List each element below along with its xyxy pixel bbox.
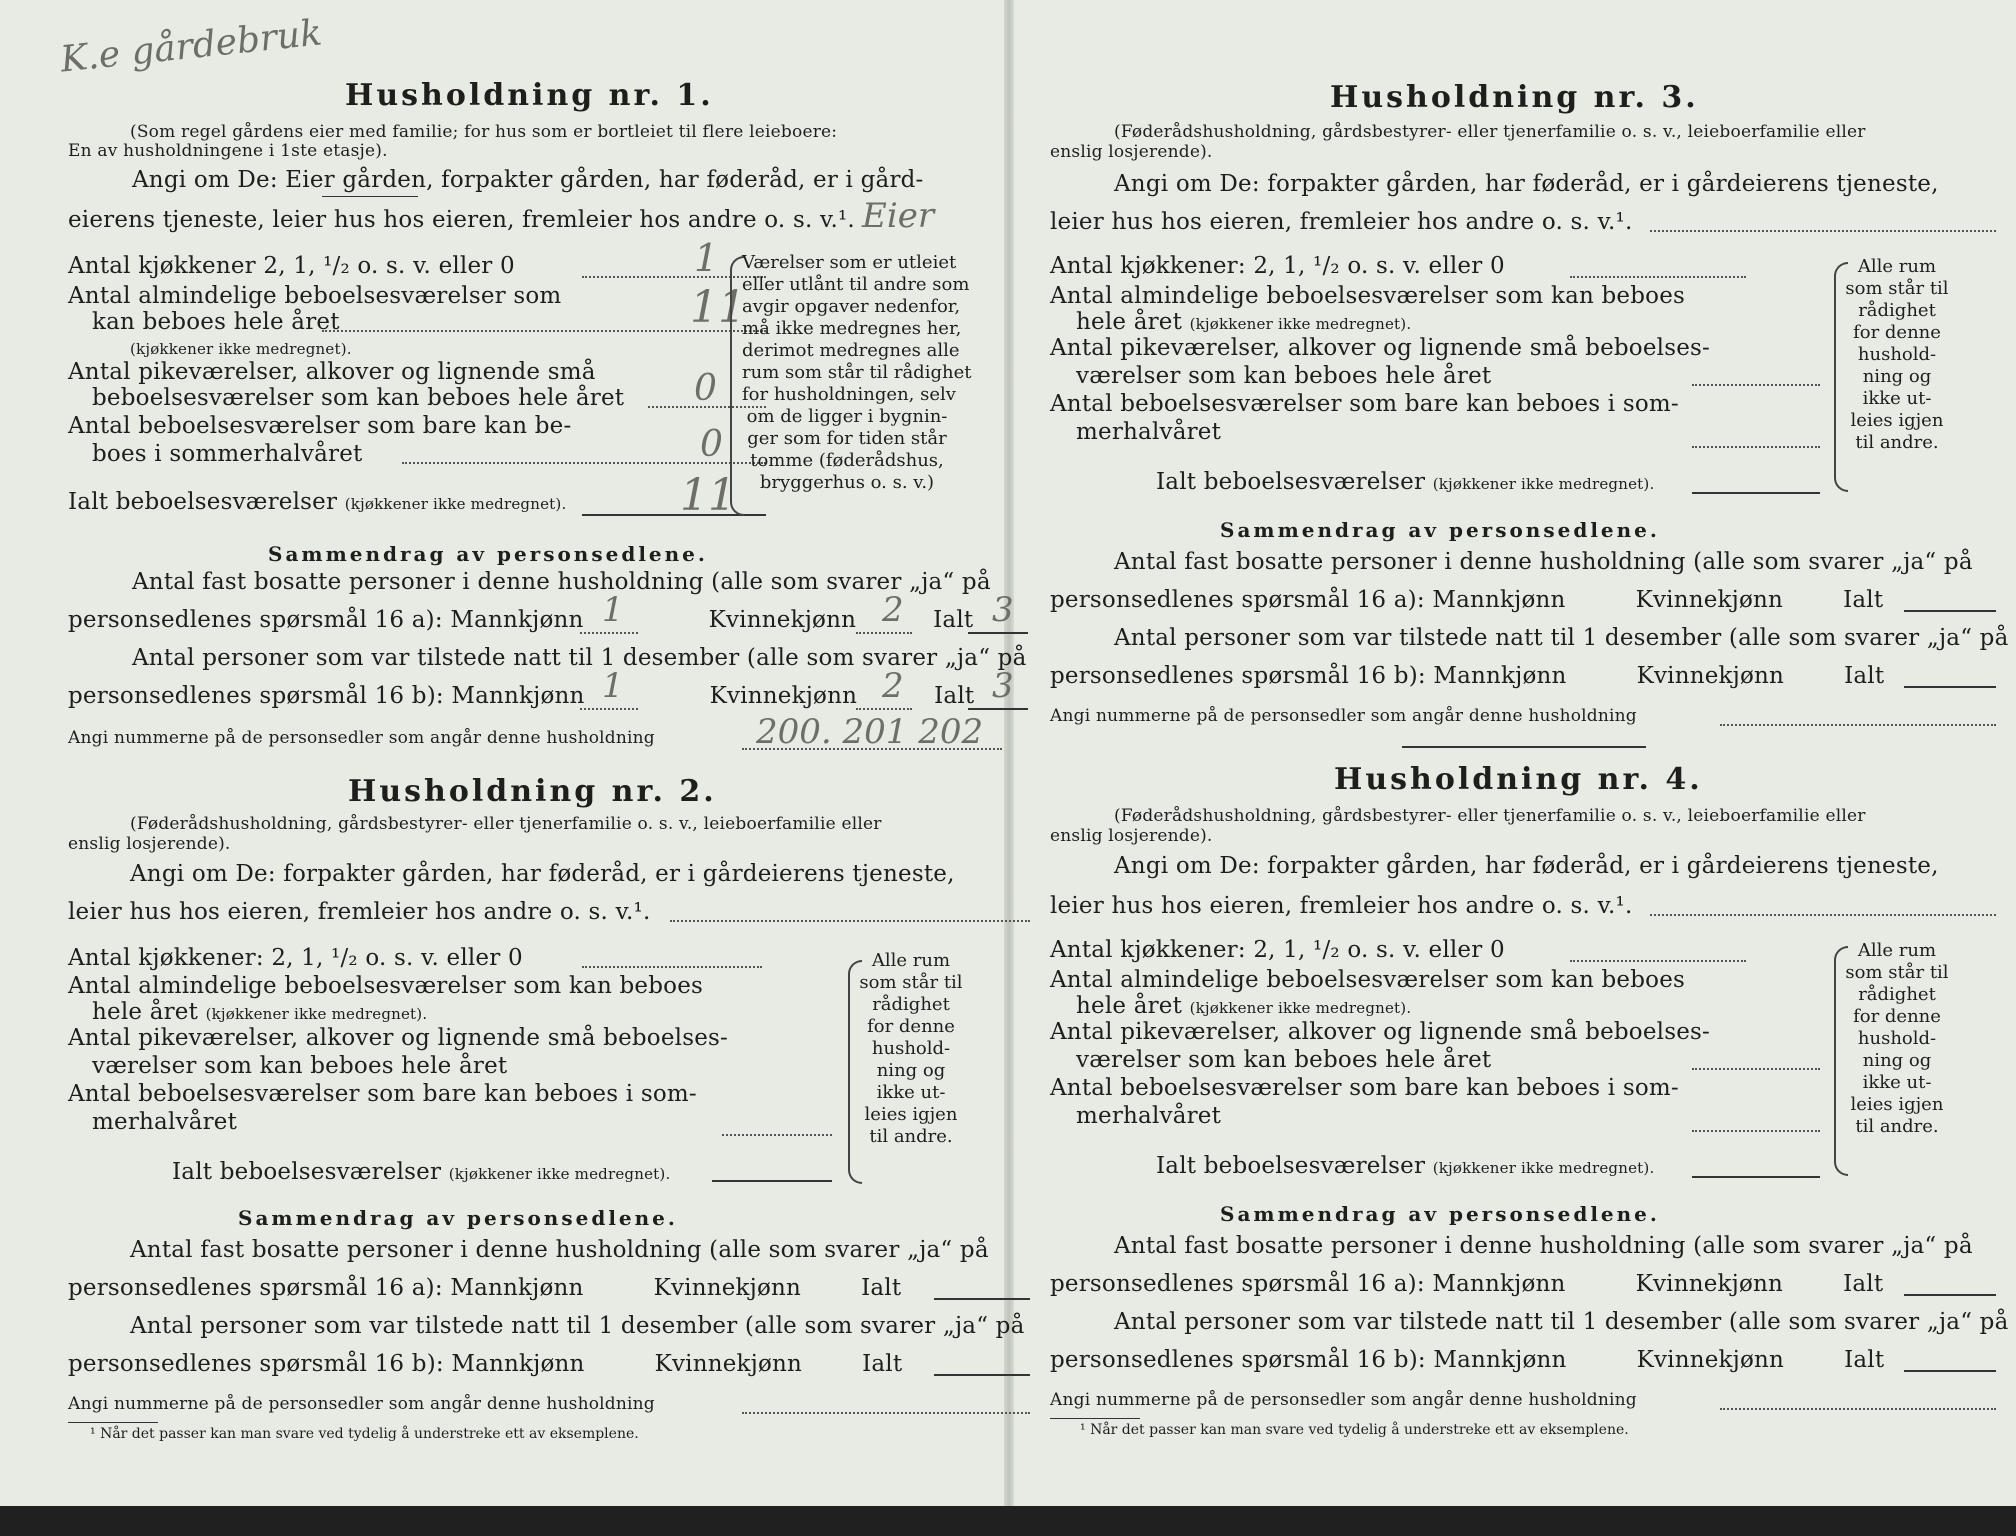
h3-side-note — [1842, 256, 1952, 454]
side-note-line: leies igjen — [1850, 1094, 1944, 1115]
side-note-line: rådighet — [1858, 984, 1936, 1005]
h1-a-total-line — [968, 632, 1028, 634]
h4-rooms-label-1: Antal almindelige beboelsesværelser som kan beboes — [1050, 967, 1686, 993]
side-note-line: hushold- — [1857, 1028, 1937, 1049]
side-note-line: leies igjen — [864, 1104, 958, 1125]
household-4-note-2: enslig losjerende). — [1050, 826, 1213, 846]
h3-kitchens-dots — [1570, 276, 1746, 278]
h2-a-total-line — [934, 1298, 1030, 1300]
h4-kitchens-label: Antal kjøkkener: 2, 1, ¹/₂ o. s. v. eller 0 — [1050, 937, 1505, 963]
household-2-angi-1: Angi om De: forpakter gården, har føderåd, er i gårdeierens tjeneste, — [130, 861, 955, 887]
h1-rooms-value: 11 — [690, 282, 746, 333]
side-note-line: Alle rum — [871, 950, 951, 971]
h1-summer-label-1: Antal beboelsesværelser som bare kan be- — [68, 413, 572, 439]
h3-small-label-2: værelser som kan beboes hele året — [1076, 363, 1492, 389]
side-note-line: avgir opgaver nedenfor, — [742, 296, 961, 317]
h1-b-female-line — [856, 708, 912, 710]
h3-numbers-line — [1720, 724, 1996, 726]
page-fold — [1004, 0, 1014, 1536]
scan-edge — [0, 1506, 2016, 1536]
household-1-title: Husholdning nr. 1. — [345, 78, 714, 113]
household-2-title: Husholdning nr. 2. — [348, 774, 717, 809]
h1-total-label: Ialt beboelsesværelser (kjøkkener ikke medregnet). — [68, 489, 567, 515]
h4-b-total-line — [1904, 1370, 1996, 1372]
right-page — [1050, 0, 2009, 1500]
h4-angi-line — [1650, 914, 1996, 916]
h3-small-label-1: Antal pikeværelser, alkover og lignende små beboelses- — [1050, 335, 1711, 361]
h3-summer-label-2: merhalvåret — [1076, 419, 1222, 445]
eier-underline — [322, 196, 418, 197]
household-1-note-2: En av husholdningene i 1ste etasje). — [68, 141, 388, 161]
h1-summer-value: 0 — [700, 424, 723, 465]
h4-rooms-label-2: hele året (kjøkkener ikke medregnet). — [1076, 993, 1412, 1019]
side-note-line: derimot medregnes alle — [742, 340, 960, 361]
h4-total-label: Ialt beboelsesværelser (kjøkkener ikke medregnet). — [1156, 1153, 1655, 1179]
h2-summary-title: Sammendrag av personsedlene. — [238, 1206, 678, 1230]
h1-rooms-note: (kjøkkener ikke medregnet). — [130, 340, 352, 358]
h1-b-female-value: 2 — [882, 666, 904, 706]
side-note-line: leies igjen — [1850, 410, 1944, 431]
household-1-angi-1: Angi om De: Eier gården, forpakter gården, har føderåd, er i gård- — [132, 167, 924, 193]
h2-summary-b-2: personsedlenes spørsmål 16 b): Mannkjønn Kvinnekjønn Ialt — [68, 1351, 903, 1377]
handwritten-eier: Eier — [862, 196, 935, 236]
h1-summary-b-1: Antal personer som var tilstede natt til 1 desember (alle som svarer „ja“ på — [132, 645, 1027, 671]
h1-summary-title: Sammendrag av personsedlene. — [268, 542, 708, 566]
h3-summary-b-1: Antal personer som var tilstede natt til 1 desember (alle som svarer „ja“ på — [1114, 625, 2009, 651]
h4-summary-b-2: personsedlenes spørsmål 16 b): Mannkjønn Kvinnekjønn Ialt — [1050, 1347, 1885, 1373]
h1-summary-a-1: Antal fast bosatte personer i denne husholdning (alle som svarer „ja“ på — [132, 569, 991, 595]
h1-summary-b-2: personsedlenes spørsmål 16 b): Mannkjønn Kvinnekjønn Ialt — [68, 683, 975, 709]
h4-numbers-line — [1720, 1408, 1996, 1410]
h4-summary-a-2: personsedlenes spørsmål 16 a): Mannkjønn Kvinnekjønn Ialt — [1050, 1271, 1884, 1297]
h1-small-label-2: beboelsesværelser som kan beboes hele året — [92, 385, 625, 411]
household-1-angi-2: eierens tjeneste, leier hus hos eieren, fremleier hos andre o. s. v.¹. — [68, 207, 855, 233]
side-note-line: Alle rum — [1857, 256, 1937, 277]
h1-numbers-label: Angi nummerne på de personsedler som angår denne husholdning — [68, 728, 655, 748]
h1-kitchens-value: 1 — [694, 236, 719, 280]
h3-summer-line — [1692, 446, 1820, 448]
household-1-note-1: (Som regel gårdens eier med familie; for hus som er bortleiet til flere leieboere: — [130, 122, 838, 142]
h2-side-note — [856, 950, 966, 1148]
h1-small-value: 0 — [694, 368, 717, 409]
h3-rooms-label-1: Antal almindelige beboelsesværelser som kan beboes — [1050, 283, 1686, 309]
h1-b-male-line — [580, 708, 638, 710]
side-note-line: for denne — [1853, 1006, 1941, 1027]
side-note-line: Værelser som er utleiet — [742, 252, 957, 273]
household-2-note-1: (Føderådshusholdning, gårdsbestyrer- eller tjenerfamilie o. s. v., leieboerfamilie eller — [130, 814, 882, 834]
household-3-note-1: (Føderådshusholdning, gårdsbestyrer- eller tjenerfamilie o. s. v., leieboerfamilie eller — [1114, 122, 1866, 142]
side-note-line: ikke ut- — [1862, 388, 1932, 409]
h3-a-total-line — [1904, 610, 1996, 612]
side-note-line: ning og — [876, 1060, 946, 1081]
h3-small-line — [1692, 384, 1820, 386]
household-4-angi-1: Angi om De: forpakter gården, har føderåd, er i gårdeierens tjeneste, — [1114, 853, 1939, 879]
h2-b-total-line — [934, 1374, 1030, 1376]
h2-footnote-rule — [68, 1422, 158, 1423]
h1-b-total-value: 3 — [992, 666, 1014, 706]
household-3-angi-1: Angi om De: forpakter gården, har føderåd, er i gårdeierens tjeneste, — [1114, 171, 1939, 197]
h3-angi-line — [1650, 230, 1996, 232]
side-note-line: ikke ut- — [876, 1082, 946, 1103]
h4-numbers-label: Angi nummerne på de personsedler som angår denne husholdning — [1050, 1390, 1637, 1410]
h1-a-male-value: 1 — [602, 590, 624, 630]
h4-a-total-line — [1904, 1294, 1996, 1296]
h1-a-female-value: 2 — [882, 590, 904, 630]
h2-numbers-line — [742, 1412, 1030, 1414]
h4-small-label-1: Antal pikeværelser, alkover og lignende små beboelses- — [1050, 1019, 1711, 1045]
household-3-note-2: enslig losjerende). — [1050, 142, 1213, 162]
h2-summer-label-1: Antal beboelsesværelser som bare kan beboes i som- — [68, 1081, 697, 1107]
household-2-angi-2: leier hus hos eieren, fremleier hos andre o. s. v.¹. — [68, 899, 651, 925]
side-note-line: tomme (føderådshus, — [750, 450, 944, 471]
h2-small-label-1: Antal pikeværelser, alkover og lignende små beboelses- — [68, 1025, 729, 1051]
h1-kitchens-label: Antal kjøkkener 2, 1, ¹/₂ o. s. v. eller 0 — [68, 253, 515, 279]
footnote-left: ¹ Når det passer kan man svare ved tydelig å understreke ett av eksemplene. — [90, 1426, 639, 1442]
h1-side-note — [742, 252, 972, 494]
side-note-line: eller utlånt til andre som — [742, 274, 970, 295]
side-note-line: hushold- — [1857, 344, 1937, 365]
household-3-angi-2: leier hus hos eieren, fremleier hos andre o. s. v.¹. — [1050, 209, 1633, 235]
h2-summary-a-1: Antal fast bosatte personer i denne husholdning (alle som svarer „ja“ på — [130, 1237, 989, 1263]
h3-summary-a-1: Antal fast bosatte personer i denne husholdning (alle som svarer „ja“ på — [1114, 549, 1973, 575]
side-note-line: til andre. — [869, 1126, 953, 1147]
side-note-line: ning og — [1862, 366, 1932, 387]
h2-summary-a-2: personsedlenes spørsmål 16 a): Mannkjønn Kvinnekjønn Ialt — [68, 1275, 902, 1301]
h4-summer-label-2: merhalvåret — [1076, 1103, 1222, 1129]
h1-small-label-1: Antal pikeværelser, alkover og lignende små — [68, 359, 596, 385]
household-4-angi-2: leier hus hos eieren, fremleier hos andre o. s. v.¹. — [1050, 893, 1633, 919]
side-note-line: til andre. — [1855, 1116, 1939, 1137]
h3-numbers-label: Angi nummerne på de personsedler som angår denne husholdning — [1050, 706, 1637, 726]
h4-side-note — [1842, 940, 1952, 1138]
side-note-line: bryggerhus o. s. v.) — [759, 472, 935, 493]
side-note-line: for denne — [867, 1016, 955, 1037]
h2-rooms-label-1: Antal almindelige beboelsesværelser som kan beboes — [68, 973, 704, 999]
side-note-line: rådighet — [1858, 300, 1936, 321]
h2-summer-label-2: merhalvåret — [92, 1109, 238, 1135]
h2-small-label-2: værelser som kan beboes hele året — [92, 1053, 508, 1079]
h1-total-value: 11 — [680, 470, 736, 521]
h2-kitchens-dots — [582, 966, 762, 968]
h4-summary-title: Sammendrag av personsedlene. — [1220, 1202, 1660, 1226]
side-note-line: ning og — [1862, 1050, 1932, 1071]
h3-summary-a-2: personsedlenes spørsmål 16 a): Mannkjønn Kvinnekjønn Ialt — [1050, 587, 1884, 613]
side-note-line: ikke ut- — [1862, 1072, 1932, 1093]
side-note-line: for denne — [1853, 322, 1941, 343]
h2-rooms-label-2: hele året (kjøkkener ikke medregnet). — [92, 999, 428, 1025]
h1-summer-label-2: boes i sommerhalvåret — [92, 441, 363, 467]
side-note-line: til andre. — [1855, 432, 1939, 453]
h2-total-line — [712, 1180, 832, 1182]
household-2-note-2: enslig losjerende). — [68, 834, 231, 854]
handwritten-corner-note: K.e gårdebruk — [58, 12, 324, 81]
h4-summer-line — [1692, 1130, 1820, 1132]
h2-summary-b-1: Antal personer som var tilstede natt til 1 desember (alle som svarer „ja“ på — [130, 1313, 1025, 1339]
h4-summer-label-1: Antal beboelsesværelser som bare kan beboes i som- — [1050, 1075, 1679, 1101]
side-note-line: om de ligger i bygnin- — [746, 406, 948, 427]
h2-numbers-label: Angi nummerne på de personsedler som angår denne husholdning — [68, 1394, 655, 1414]
h2-total-label: Ialt beboelsesværelser (kjøkkener ikke medregnet). — [172, 1159, 671, 1185]
h1-b-male-value: 1 — [602, 666, 624, 706]
side-note-line: må ikke medregnes her, — [742, 318, 962, 339]
h3-kitchens-label: Antal kjøkkener: 2, 1, ¹/₂ o. s. v. eller 0 — [1050, 253, 1505, 279]
h3-summary-b-2: personsedlenes spørsmål 16 b): Mannkjønn Kvinnekjønn Ialt — [1050, 663, 1885, 689]
h3-rooms-label-2: hele året (kjøkkener ikke medregnet). — [1076, 309, 1412, 335]
h4-summary-a-1: Antal fast bosatte personer i denne husholdning (alle som svarer „ja“ på — [1114, 1233, 1973, 1259]
h2-kitchens-label: Antal kjøkkener: 2, 1, ¹/₂ o. s. v. eller 0 — [68, 945, 523, 971]
side-note-line: som står til — [1845, 278, 1949, 299]
h4-kitchens-dots — [1570, 960, 1746, 962]
h1-summary-a-2: personsedlenes spørsmål 16 a): Mannkjønn Kvinnekjønn Ialt — [68, 607, 974, 633]
h4-small-label-2: værelser som kan beboes hele året — [1076, 1047, 1492, 1073]
h4-total-line — [1692, 1176, 1820, 1178]
left-page — [58, 0, 1027, 1500]
h4-small-line — [1692, 1068, 1820, 1070]
side-note-line: rum som står til rådighet — [742, 362, 972, 383]
side-note-line: Alle rum — [1857, 940, 1937, 961]
h1-numbers-value: 200. 201 202 — [756, 712, 984, 752]
h4-summary-b-1: Antal personer som var tilstede natt til 1 desember (alle som svarer „ja“ på — [1114, 1309, 2009, 1335]
h3-total-line — [1692, 492, 1820, 494]
h3-summary-title: Sammendrag av personsedlene. — [1220, 518, 1660, 542]
side-note-line: som står til — [1845, 962, 1949, 983]
footnote-right: ¹ Når det passer kan man svare ved tydelig å understreke ett av eksemplene. — [1080, 1422, 1629, 1438]
h1-a-total-value: 3 — [992, 590, 1014, 630]
h4-footnote-rule — [1050, 1418, 1140, 1419]
side-note-line: rådighet — [872, 994, 950, 1015]
side-note-line: for husholdningen, selv — [742, 384, 956, 405]
household-4-note-1: (Føderådshusholdning, gårdsbestyrer- eller tjenerfamilie o. s. v., leieboerfamilie eller — [1114, 806, 1866, 826]
h3-total-label: Ialt beboelsesværelser (kjøkkener ikke medregnet). — [1156, 469, 1655, 495]
h1-a-male-line — [580, 632, 638, 634]
h1-b-total-line — [968, 708, 1028, 710]
h1-rooms-label-1: Antal almindelige beboelsesværelser som — [68, 283, 562, 309]
h3-b-total-line — [1904, 686, 1996, 688]
h3-separator — [1402, 746, 1646, 748]
h1-rooms-label-2: kan beboes hele året — [92, 309, 340, 335]
side-note-line: som står til — [859, 972, 963, 993]
h1-a-female-line — [856, 632, 912, 634]
household-4-title: Husholdning nr. 4. — [1334, 762, 1703, 797]
h3-summer-label-1: Antal beboelsesværelser som bare kan beboes i som- — [1050, 391, 1679, 417]
h2-summer-line — [722, 1134, 832, 1136]
side-note-line: hushold- — [871, 1038, 951, 1059]
side-note-line: ger som for tiden står — [747, 428, 947, 449]
h2-angi-line — [670, 920, 1030, 922]
household-3-title: Husholdning nr. 3. — [1330, 80, 1699, 115]
